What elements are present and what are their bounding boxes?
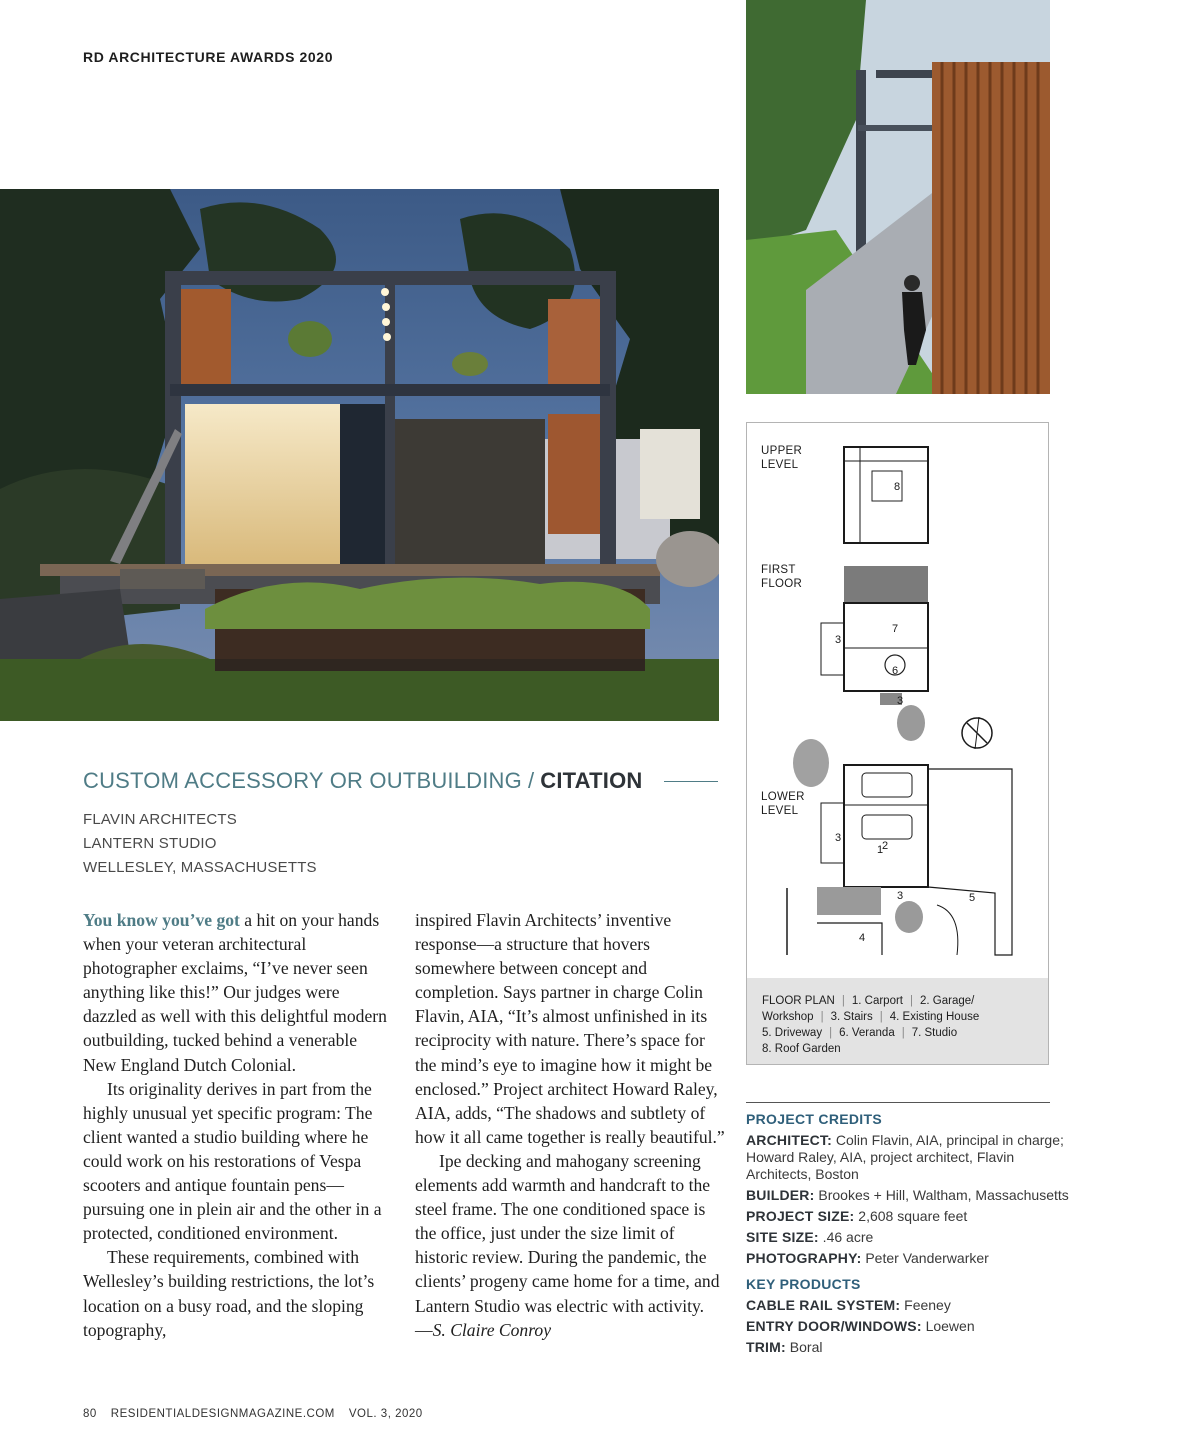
label-5: 5 — [969, 892, 976, 904]
legend-pipe: | — [879, 1011, 883, 1023]
legend-pipe: | — [820, 1011, 824, 1023]
paragraph-5 — [415, 1149, 725, 1342]
award-category: CUSTOM ACCESSORY OR OUTBUILDING — [83, 768, 522, 793]
legend-pipe: | — [901, 1027, 905, 1039]
legend-pipe: | — [910, 995, 913, 1007]
article-column-1 — [83, 908, 393, 1342]
legend-item-3: 3. Stairs — [830, 1011, 873, 1023]
legend-title: FLOOR PLAN — [762, 995, 835, 1007]
floor-plan-drawing — [747, 423, 1048, 978]
credits-rule — [746, 1102, 1050, 1103]
credit-value: Colin Flavin, AIA, principal in charge; Howard Raley, AIA, project architect, Flavin Architects, Boston — [746, 1132, 1064, 1182]
paragraph-5-text: Ipe decking and mahogany screening elements add warmth and handcraft to the steel frame. The one conditioned space is the office, just under the size limit of historic review. During the pandemic, the clients’ progeny came home for a time, and Lantern Studio was electric with activity. — — [415, 1150, 720, 1340]
page-number: 80 — [83, 1408, 97, 1420]
credit-key: SITE SIZE: — [746, 1229, 819, 1245]
main-photo — [0, 189, 719, 721]
product-cable-rail — [746, 1297, 1076, 1314]
credit-key: CABLE RAIL SYSTEM: — [746, 1297, 901, 1313]
floor-plan-legend — [747, 978, 1048, 1065]
side-photo — [746, 0, 1050, 394]
label-7: 7 — [892, 623, 899, 635]
credit-key: PROJECT SIZE: — [746, 1208, 855, 1224]
tree-symbol — [897, 705, 925, 741]
project-location: WELLESLEY, MASSACHUSETTS — [83, 859, 317, 876]
label-4: 4 — [859, 932, 866, 944]
credit-value: Loewen — [921, 1318, 975, 1334]
award-title — [83, 768, 723, 794]
lead-in: You know you’ve got — [83, 910, 240, 930]
credit-key: TRIM: — [746, 1339, 786, 1355]
legend-item-1: 1. Carport — [851, 995, 903, 1007]
credit-key: ENTRY DOOR/WINDOWS: — [746, 1318, 922, 1334]
project-credits — [746, 1111, 1076, 1360]
article-column-2 — [415, 908, 725, 1342]
label-3b: 3 — [897, 695, 904, 707]
label-1: 1 — [877, 844, 884, 856]
section-header: RD ARCHITECTURE AWARDS 2020 — [83, 49, 334, 65]
firm-name: FLAVIN ARCHITECTS — [83, 811, 237, 828]
legend-item-4: 4. Existing House — [889, 1011, 980, 1023]
credit-value: Peter Vanderwarker — [861, 1250, 989, 1266]
label-3d: 3 — [897, 890, 904, 902]
product-entry-door — [746, 1318, 1076, 1335]
paragraph-1 — [83, 908, 393, 1077]
paragraph-3: These requirements, combined with Wellesley’s building restrictions, the lot’s location on a busy road, and the sloping topography, — [83, 1247, 375, 1340]
legend-pipe: | — [829, 1027, 833, 1039]
footer-volume: VOL. 3, 2020 — [348, 1408, 423, 1420]
legend-item-8: 8. Roof Garden — [762, 1043, 841, 1055]
legend-item-5: 5. Driveway — [762, 1027, 823, 1039]
project-name: LANTERN STUDIO — [83, 835, 217, 852]
credit-value: Boral — [785, 1339, 823, 1355]
paragraph-2: Its originality derives in part from the highly unusual yet specific program: The client wanted a studio building where he could work on his restorations of Vespa scooters and antique fountain pens—pursuing one in plein air and the other in a protected, conditioned environment. — [83, 1078, 382, 1244]
lower-level-label: LOWER LEVEL — [761, 791, 805, 817]
carport-roof-shading — [844, 566, 928, 602]
footer-site: RESIDENTIALDESIGNMAGAZINE.COM — [110, 1408, 335, 1420]
credit-builder — [746, 1187, 1076, 1204]
credit-value: .46 acre — [818, 1229, 874, 1245]
first-floor-label: FIRST FLOOR — [761, 564, 803, 590]
product-trim — [746, 1339, 1076, 1356]
credit-project-size — [746, 1208, 1076, 1225]
products-heading: KEY PRODUCTS — [746, 1276, 861, 1292]
credit-key: BUILDER: — [746, 1187, 815, 1203]
shrub-symbol — [793, 739, 829, 787]
floor-plan-panel — [746, 422, 1049, 1065]
tree-symbol-2 — [895, 901, 923, 933]
label-3a: 3 — [835, 634, 842, 646]
award-level: CITATION — [540, 768, 643, 793]
page-footer — [83, 1408, 437, 1420]
legend-pipe: | — [841, 995, 845, 1007]
credit-site-size — [746, 1229, 1076, 1246]
credits-heading: PROJECT CREDITS — [746, 1111, 882, 1127]
legend-item-7: 7. Studio — [911, 1027, 958, 1039]
legend-item-2: 2. Garage/ Workshop — [762, 995, 975, 1023]
paving-hatch — [817, 887, 881, 915]
credit-key: ARCHITECT: — [746, 1132, 832, 1148]
label-3c: 3 — [835, 832, 842, 844]
title-rule — [664, 781, 718, 782]
upper-level-label: UPPER LEVEL — [761, 445, 803, 471]
paragraph-1-text: a hit on your hands when your veteran architectural photographer exclaims, “I’ve never seen anything like this!” Our judges were dazzled as well with this delightful modern outbuilding, tucked behind a venerable New England Dutch Colonial. — [83, 910, 387, 1075]
paragraph-4: inspired Flavin Architects’ inventive response—a structure that hovers somewhere between concept and completion. Says partner in charge Colin Flavin, AIA, “It’s almost unfinished in its reciprocity with nature. There’s space for the mind’s eye to imagine how it might be enclosed.” Project architect Howard Raley, AIA, adds, “The shadows and subtlety of how it all came together is really beautiful.” — [415, 910, 725, 1147]
credit-key: PHOTOGRAPHY: — [746, 1250, 862, 1266]
label-6: 6 — [892, 665, 899, 677]
byline: S. Claire Conroy — [432, 1319, 552, 1340]
legend-item-6: 6. Veranda — [839, 1027, 895, 1039]
label-8: 8 — [894, 481, 901, 493]
credit-value: Brookes + Hill, Waltham, Massachusetts — [814, 1187, 1069, 1203]
credit-value: Feeney — [900, 1297, 951, 1313]
label-2: 2 — [882, 840, 889, 852]
credit-architect — [746, 1132, 1076, 1183]
title-separator: / — [527, 768, 535, 793]
credit-photography — [746, 1250, 1076, 1267]
credit-value: 2,608 square feet — [854, 1208, 968, 1224]
